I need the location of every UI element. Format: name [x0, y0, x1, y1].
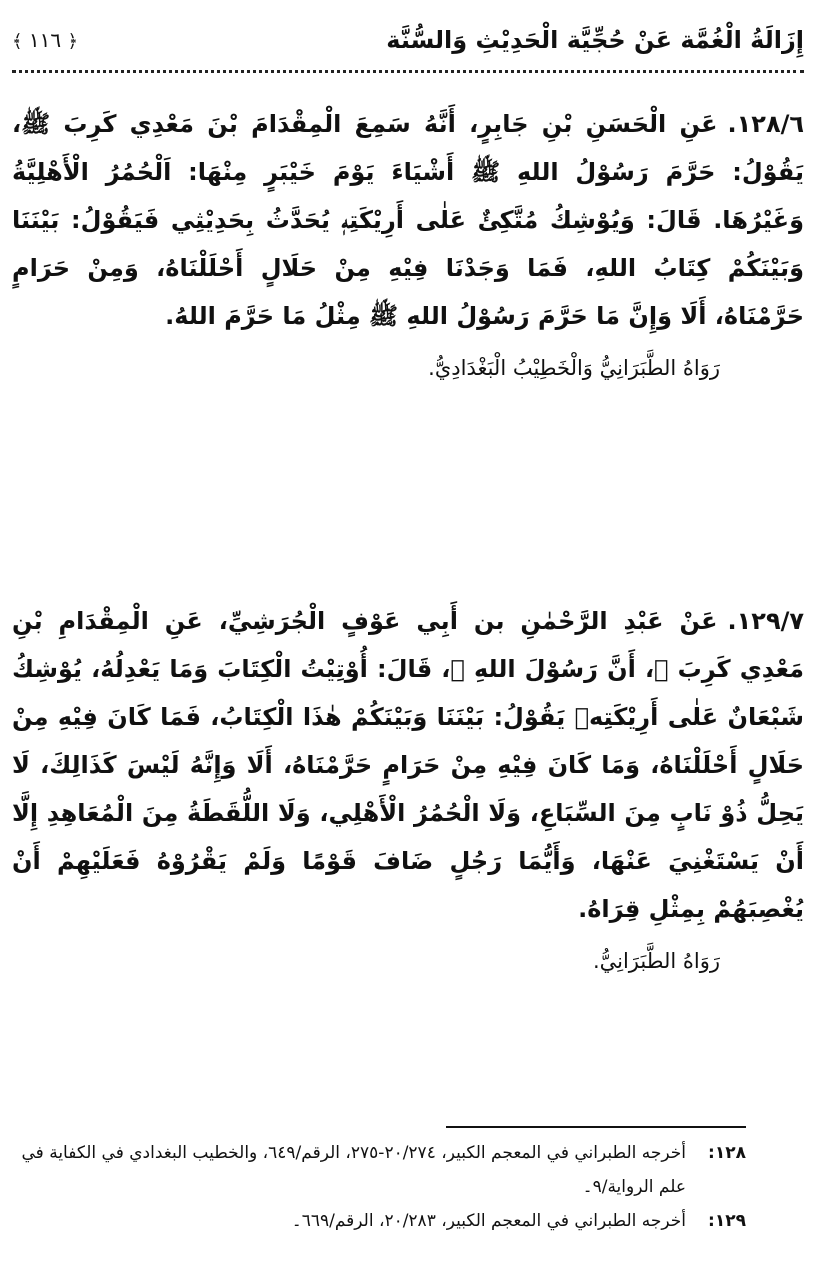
- footnote-128: [12, 1136, 746, 1204]
- ornament-close: ﴾: [12, 31, 23, 52]
- page-number-value: ١١٦: [28, 28, 62, 52]
- ornament-open: ﴿: [67, 31, 79, 52]
- footnote-text: أخرجه الطبراني في المعجم الكبير، ٢٠/٢٧٤-٢٧٥، الرقم/٦٤٩، والخطيب البغدادي في الكفاية في علم الرواية/٩۔: [21, 1143, 686, 1197]
- header-divider: [12, 70, 804, 73]
- footnote-separator: [446, 1126, 746, 1128]
- footnote-number: ١٢٨:: [708, 1143, 746, 1163]
- page-header: [12, 18, 804, 62]
- footnote-number: ١٢٩:: [708, 1211, 746, 1231]
- footnote-129: [12, 1204, 746, 1238]
- hadith-text: [12, 597, 804, 933]
- hadith-text: [12, 100, 804, 340]
- hadith-narrators: رَوَاهُ الطَّبَرَانِيُّ وَالْخَطِيْبُ الْبَغْدَادِيُّ.: [428, 356, 720, 380]
- running-title: إِزَالَةُ الْغُمَّة عَنْ حُجِّيَّة الْحَدِيْثِ وَالسُّنَّة: [386, 26, 804, 54]
- hadith-number: ١٢٩/٧.: [727, 607, 804, 635]
- hadith-128: [12, 100, 804, 388]
- page-number: [12, 28, 78, 52]
- hadith-body: عَنْ عَبْدِ الرَّحْمٰنِ بن أَبِي عَوْفٍ الْجُرَشِيِّ، عَنِ الْمِقْدَامِ بْنِ مَعْدِي كَرِبَ ﷺ، أَنَّ رَسُوْلَ اللهِ ﷺ، قَالَ: أُوْتِيْتُ الْكِتَابَ وَمَا يَعْدِلُهُ، يُوْشِكُ شَبْعَانٌ عَلٰى أَرِيْكَتِهٖ يَقُوْلُ: بَيْنَنَا وَبَيْنَكُمْ هٰذَا الْكِتَابُ، فَمَا كَانَ فِيْهِ مِنْ حَلَالٍ أَحْلَلْنَاهُ، وَمَا كَانَ فِيْهِ مِنْ حَرَامٍ حَرَّمْنَاهُ، أَلَا وَإِنَّهُ لَيْسَ كَذَالِكَ، لَا يَحِلُّ ذُوْ نَابٍ مِنَ السِّبَاعِ، وَلَا الْحُمُرُ الْأَهْلِي، وَلَا اللُّقَطَةُ مِنَ الْمُعَاهِدِ إِلَّا أَنْ يَسْتَغْنِيَ عَنْهَا، وَأَيُّمَا رَجُلٍ ضَافَ قَوْمًا وَلَمْ يَقْرُوْهُ فَعَلَيْهِمْ أَنْ يُغْصِبَهُمْ بِمِثْلِ قِرَاهُ.: [12, 607, 804, 923]
- hadith-number: ١٢٨/٦.: [727, 110, 804, 138]
- hadith-129: [12, 597, 804, 981]
- hadith-narrators: رَوَاهُ الطَّبَرَانِيُّ.: [592, 949, 720, 973]
- hadith-body: عَنِ الْحَسَنِ بْنِ جَابِرٍ، أَنَّهُ سَمِعَ الْمِقْدَامَ بْنَ مَعْدِي كَرِبَ ﷺ، يَقُوْلُ: حَرَّمَ رَسُوْلُ اللهِ ﷺ أَشْيَاءَ يَوْمَ خَيْبَرٍ مِنْهَا: اَلْحُمُرُ الْأَهْلِيَّةُ وَغَيْرُهَا. قَالَ: وَيُوْشِكُ مُتَّكِئٌ عَلٰى أَرِيْكَتِهٖ يُحَدَّثُ بِحَدِيْثِي فَيَقُوْلُ: بَيْنَنَا وَبَيْنَكُمْ كِتَابُ اللهِ، فَمَا وَجَدْنَا فِيْهِ مِنْ حَلَالٍ أَحْلَلْنَاهُ، وَمِنْ حَرَامٍ حَرَّمْنَاهُ، أَلَا وَإِنَّ مَا حَرَّمَ رَسُوْلُ اللهِ ﷺ مِثْلُ مَا حَرَّمَ اللهُ.: [12, 110, 804, 330]
- footnotes: [12, 1136, 746, 1238]
- footnote-text: أخرجه الطبراني في المعجم الكبير، ٢٠/٢٨٣، الرقم/٦٦٩۔: [291, 1211, 686, 1231]
